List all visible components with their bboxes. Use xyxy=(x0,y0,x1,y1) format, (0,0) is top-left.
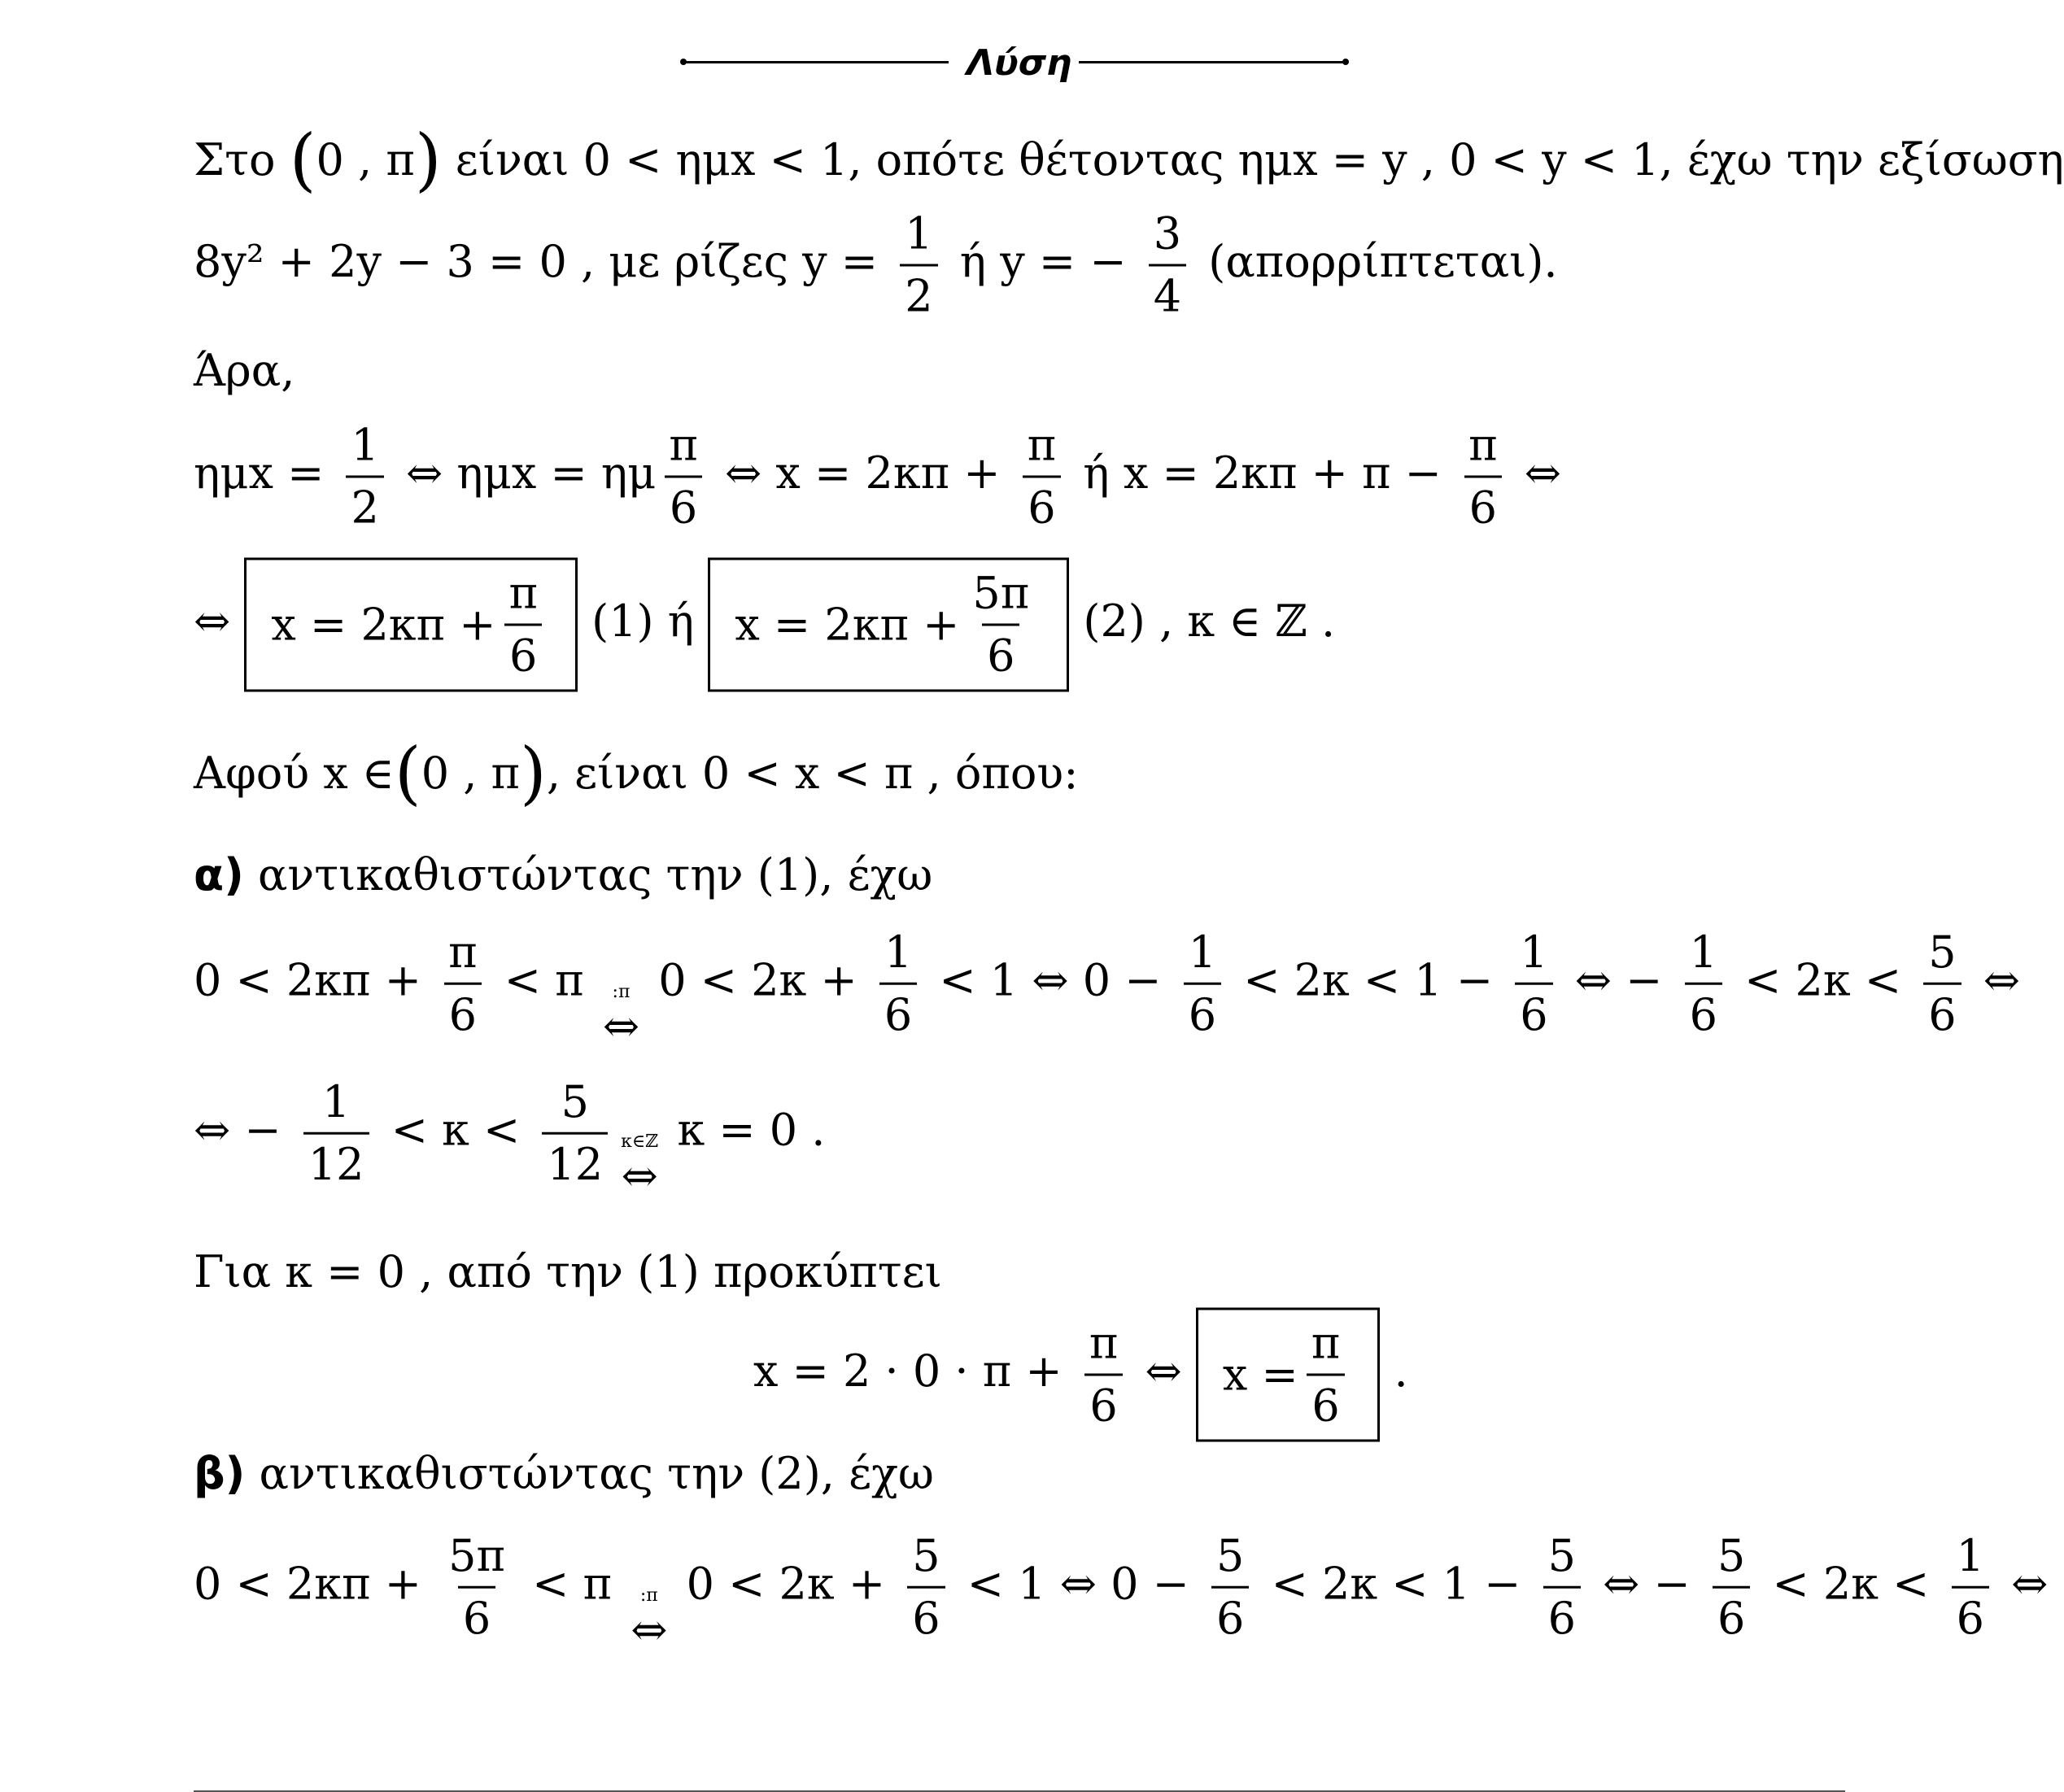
line-case-alpha: α) αντικαθιστώντας την (1), έχω xyxy=(194,849,933,900)
annotated-equivalence: :π ⇔ xyxy=(602,981,640,1052)
fraction: $\frac{\pi}{6}$ xyxy=(504,572,543,678)
fraction: $\frac{\pi}{6}$ xyxy=(1307,1322,1346,1428)
fraction: $\frac{5}{12}$ xyxy=(542,1080,608,1187)
ornament-rule-right xyxy=(1079,61,1346,63)
line-general-solutions: ⇔ x = 2κπ + $\frac{\pi}{6}$ (1) ή x = 2κπ + $\frac{5\pi}{6}$ (2) , κ ∈ ℤ . xyxy=(194,558,1335,692)
fraction: $\frac{\pi}{6}$ xyxy=(1023,424,1062,530)
fraction: $\frac{5\pi}{6}$ xyxy=(972,567,1030,682)
fraction: $\frac{\pi}{6}$ xyxy=(1464,424,1503,530)
boxed-solution-1: x = 2κπ + $\frac{\pi}{6}$ xyxy=(244,558,578,692)
fraction: $\frac{5}{6}$ xyxy=(1923,931,1961,1037)
boxed-solution-2: x = 2κπ + $\frac{5\pi}{6}$ xyxy=(708,558,1069,692)
fraction: $\frac{5}{6}$ xyxy=(1713,1534,1750,1641)
line-solution-alpha: x = 2 · 0 · π + $\frac{\pi}{6}$ ⇔ x = $\frac{\pi}{6}$ . xyxy=(753,1308,1408,1442)
line-therefore: Άρα, xyxy=(194,345,295,396)
fraction: $\frac{1}{6}$ xyxy=(1685,931,1722,1037)
annotated-equivalence: κ∈ℤ ⇔ xyxy=(621,1131,659,1201)
line-for-kappa-zero: Για κ = 0 , από την (1) προκύπτει xyxy=(194,1246,942,1297)
fraction: $\frac{1}{6}$ xyxy=(1515,931,1552,1037)
fraction: $\frac{1}{2}$ xyxy=(900,212,937,319)
fraction: $\frac{1}{12}$ xyxy=(303,1080,369,1187)
fraction: $\frac{1}{6}$ xyxy=(1184,931,1221,1037)
line-domain-substitution: Στο (0 , π) είναι 0 < ημx < 1, οπότε θέτοντας ημx = y , 0 < y < 1, έχω την εξίσωση xyxy=(194,120,2064,199)
ornament-dot-right xyxy=(1342,59,1349,65)
line-inequality-beta: 0 < 2κπ + $\frac{5\pi}{6}$ < π :π ⇔ 0 < 2κ + $\frac{5}{6}$ < 1 ⇔ 0 − $\frac{5}{6}$ < 2κ < 1 − $\frac{5}{6}$ ⇔ − $\frac{5}{6}$ < 2κ < $\frac{1}{6}$ ⇔ xyxy=(194,1529,2049,1655)
line-kappa-result: ⇔ − $\frac{1}{12}$ < κ < $\frac{5}{12}$ κ∈ℤ ⇔ κ = 0 . xyxy=(194,1075,826,1201)
boxed-final-solution: x = $\frac{\pi}{6}$ xyxy=(1196,1308,1380,1442)
annotated-equivalence: :π ⇔ xyxy=(631,1585,668,1655)
fraction: $\frac{5}{6}$ xyxy=(907,1534,945,1641)
line-interval-condition: Αφού x ∈(0 , π), είναι 0 < x < π , όπου: xyxy=(194,733,1079,813)
fraction: $\frac{\pi}{6}$ xyxy=(443,931,482,1037)
fraction: $\frac{1}{6}$ xyxy=(1952,1534,1989,1641)
solution-heading: Λύση xyxy=(967,42,1072,84)
fraction: $\frac{1}{2}$ xyxy=(346,424,383,530)
fraction: $\frac{5\pi}{6}$ xyxy=(448,1529,505,1644)
fraction: $\frac{\pi}{6}$ xyxy=(1084,1322,1124,1428)
fraction: $\frac{5}{6}$ xyxy=(1211,1534,1249,1641)
fraction: $\frac{3}{4}$ xyxy=(1149,212,1186,319)
fraction: $\frac{1}{6}$ xyxy=(879,931,917,1037)
line-sine-equation: ημx = $\frac{1}{2}$ ⇔ ημx = ημ $\frac{\pi}{6}$ ⇔ x = 2κπ + $\frac{\pi}{6}$ ή x = 2κπ + π − $\frac{\pi}{6}$ ⇔ xyxy=(194,419,1562,534)
fraction: $\frac{\pi}{6}$ xyxy=(664,424,703,530)
line-quadratic-roots: 8y² + 2y − 3 = 0 , με ρίζες y = $\frac{1}{2}$ ή y = − $\frac{3}{4}$ (απορρίπτεται). xyxy=(194,207,1558,322)
case-label: α) xyxy=(194,849,244,900)
line-case-beta: β) αντικαθιστώντας την (2), έχω xyxy=(194,1448,934,1499)
case-label: β) xyxy=(194,1448,246,1499)
ornament-rule-left xyxy=(683,61,949,63)
heading-ornament xyxy=(680,37,1349,86)
line-inequality-alpha: 0 < 2κπ + $\frac{\pi}{6}$ < π :π ⇔ 0 < 2κ + $\frac{1}{6}$ < 1 ⇔ 0 − $\frac{1}{6}$ < 2κ < 1 − $\frac{1}{6}$ ⇔ − $\frac{1}{6}$ < 2κ < $\frac{5}{6}$ ⇔ xyxy=(194,926,2021,1052)
fraction: $\frac{5}{6}$ xyxy=(1543,1534,1581,1641)
